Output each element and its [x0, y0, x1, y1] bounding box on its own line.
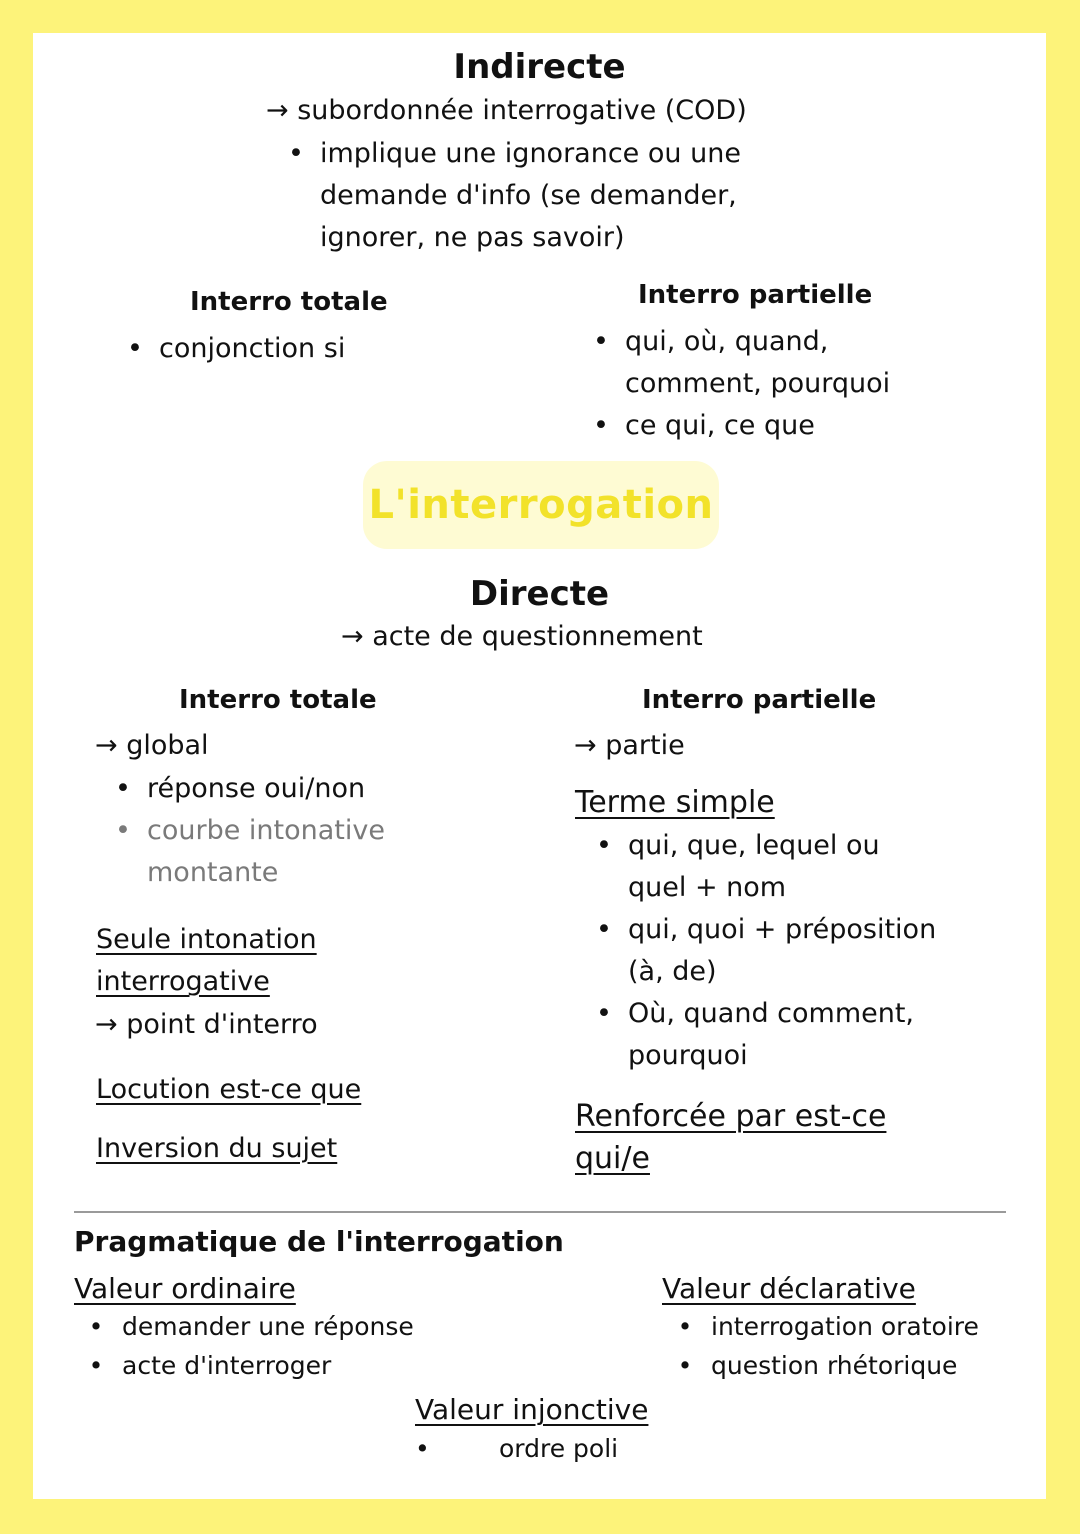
directe-partielle-arrow: → partie: [574, 730, 685, 761]
indirecte-partielle-heading: Interro partielle: [638, 280, 873, 310]
bullet-dot-icon: •: [415, 1434, 430, 1463]
list-item: • qui, quoi + préposition: [596, 914, 937, 945]
list-item-continued: pourquoi: [628, 1040, 748, 1071]
directe-totale-arrow: → global: [95, 730, 209, 761]
valeur-declarative-list: [663, 1307, 979, 1385]
list-item: • acte d'interroger: [88, 1351, 332, 1380]
indirecte-bullet: • implique une ignorance ou une demande d'info (se demander, ignorer, ne pas savoir): [274, 133, 741, 259]
directe-totale-list: [101, 768, 385, 894]
indirecte-totale-list: [113, 328, 345, 370]
list-item: • interrogation oratoire: [677, 1312, 979, 1341]
list-item: • conjonction si: [127, 333, 346, 364]
indirecte-totale-heading: Interro totale: [190, 287, 388, 317]
valeur-ordinaire-heading: Valeur ordinaire: [74, 1272, 296, 1305]
renforcee-heading: Renforcée par est-ce qui/e: [575, 1099, 887, 1176]
valeur-declarative-heading: Valeur déclarative: [662, 1272, 916, 1305]
list-item-continued: montante: [147, 857, 279, 888]
note-sheet: [33, 33, 1046, 1499]
seule-intonation-heading: Seule intonation interrogative: [96, 924, 317, 997]
terme-simple-list: [582, 825, 936, 1077]
bullet-dot-icon: •: [288, 138, 304, 169]
list-item: • question rhétorique: [677, 1351, 958, 1380]
valeur-ordinaire-list: [74, 1307, 414, 1385]
page-title: L'interrogation: [368, 482, 714, 528]
indirecte-heading: Indirecte: [453, 47, 626, 87]
inversion-heading: Inversion du sujet: [96, 1133, 338, 1164]
directe-heading: Directe: [469, 574, 610, 614]
list-item: • ce qui, ce que: [593, 410, 815, 441]
seule-intonation-arrow: → point d'interro: [95, 1009, 318, 1040]
list-item: • Où, quand comment,: [596, 998, 915, 1029]
locution-heading: Locution est-ce que: [96, 1074, 362, 1105]
list-item-continued: quel + nom: [628, 872, 787, 903]
list-item: • courbe intonative: [115, 815, 385, 846]
valeur-injonctive-heading: Valeur injonctive: [415, 1393, 649, 1426]
list-item: • réponse oui/non: [115, 773, 366, 804]
list-item: • demander une réponse: [88, 1312, 414, 1341]
pragmatique-heading: Pragmatique de l'interrogation: [74, 1225, 564, 1258]
list-item: • qui, où, quand,: [593, 326, 829, 357]
directe-partielle-heading: Interro partielle: [642, 685, 877, 715]
list-item-continued: (à, de): [628, 956, 717, 987]
directe-arrow-line: → acte de questionnement: [341, 621, 703, 652]
section-divider: [74, 1211, 1006, 1213]
valeur-injonctive-item: • ordre poli: [415, 1429, 618, 1468]
directe-totale-heading: Interro totale: [179, 685, 377, 715]
list-item: • qui, que, lequel ou: [596, 830, 880, 861]
title-box: [363, 461, 719, 549]
indirecte-partielle-list: [579, 321, 890, 447]
list-item-continued: comment, pourquoi: [625, 368, 891, 399]
terme-simple-heading: Terme simple: [575, 785, 775, 820]
indirecte-arrow-line: → subordonnée interrogative (COD): [266, 95, 747, 126]
